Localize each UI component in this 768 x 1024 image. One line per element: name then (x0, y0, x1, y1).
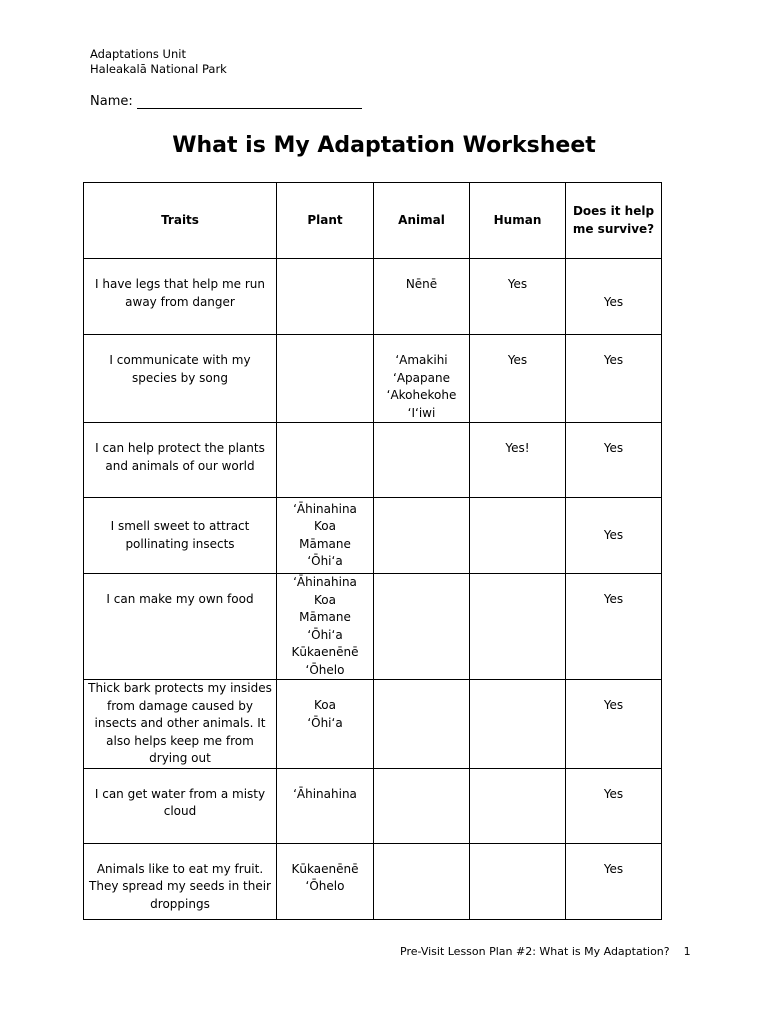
trait-cell: Animals like to eat my fruit. They spread my seeds in their droppings (84, 843, 277, 919)
table-row (84, 259, 662, 335)
animal-cell[interactable] (374, 423, 470, 498)
plant-name: Koa (314, 698, 336, 712)
page-footer (400, 945, 691, 958)
plant-name: Māmane (299, 610, 351, 624)
human-cell[interactable] (470, 843, 566, 919)
plant-cell[interactable] (277, 843, 374, 919)
plant-name: ʻŌhiʻa (307, 715, 343, 730)
name-field[interactable] (90, 94, 362, 109)
plant-name: Kūkaenēnē (291, 645, 359, 659)
plant-cell[interactable] (277, 335, 374, 423)
trait-cell: I smell sweet to attract pollinating insects (84, 498, 277, 574)
column-header-survive (566, 183, 662, 259)
plant-name: ʻŌhelo (305, 662, 345, 677)
plant-cell[interactable] (277, 423, 374, 498)
park-name: Haleakalā National Park (90, 62, 227, 76)
plant-name: Kūkaenēnē (291, 861, 359, 876)
human-cell[interactable] (470, 768, 566, 843)
animal-cell[interactable] (374, 574, 470, 680)
survive-cell[interactable]: Yes (566, 574, 662, 680)
animal-name: ʻApapane (393, 370, 450, 385)
adaptation-table (83, 182, 662, 920)
animal-cell[interactable] (374, 498, 470, 574)
table-row (84, 498, 662, 574)
animal-cell[interactable] (374, 335, 470, 423)
document-header (90, 47, 227, 77)
table-row (84, 680, 662, 769)
table-row (84, 423, 662, 498)
plant-cell[interactable] (277, 498, 374, 574)
survive-cell[interactable]: Yes (566, 259, 662, 335)
trait-cell: I can make my own food (84, 574, 277, 680)
plant-cell[interactable] (277, 259, 374, 335)
plant-name: ʻĀhinahina (293, 575, 357, 589)
human-cell[interactable]: Yes (470, 259, 566, 335)
page-title: What is My Adaptation Worksheet (172, 133, 596, 158)
animal-cell[interactable] (374, 768, 470, 843)
animal-name: Nēnē (405, 277, 438, 291)
plant-name: ʻĀhinahina (293, 786, 357, 801)
plant-name: Māmane (299, 536, 351, 551)
survive-cell[interactable]: Yes (566, 680, 662, 769)
trait-cell: I can get water from a misty cloud (84, 768, 277, 843)
trait-cell: I communicate with my species by song (84, 335, 277, 423)
plant-cell[interactable] (277, 574, 374, 680)
survive-cell[interactable]: Yes (566, 423, 662, 498)
plant-name: ʻĀhinahina (293, 501, 357, 516)
plant-name: ʻŌhiʻa (307, 627, 343, 642)
table-header-row (84, 183, 662, 259)
name-label: Name: (90, 94, 133, 109)
survive-cell[interactable]: Yes (566, 498, 662, 574)
plant-name: ʻŌhelo (305, 879, 345, 893)
column-header-animal: Animal (374, 183, 470, 259)
table-row (84, 335, 662, 423)
plant-cell[interactable] (277, 680, 374, 769)
column-header-traits: Traits (84, 183, 277, 259)
animal-cell[interactable] (374, 680, 470, 769)
human-cell[interactable]: Yes (470, 335, 566, 423)
name-blank-line[interactable] (137, 94, 362, 109)
survive-cell[interactable]: Yes (566, 335, 662, 423)
animal-cell[interactable] (374, 843, 470, 919)
table-row (84, 574, 662, 680)
table-row (84, 768, 662, 843)
footer-text: Pre-Visit Lesson Plan #2: What is My Adaptation? (400, 945, 670, 958)
animal-cell[interactable] (374, 259, 470, 335)
animal-name: ʻAmakihi (395, 353, 448, 367)
unit-title: Adaptations Unit (90, 47, 186, 61)
animal-name: ʻIʻiwi (407, 405, 436, 420)
table-row (84, 843, 662, 919)
animal-name: ʻAkohekohe (386, 388, 457, 402)
human-cell[interactable] (470, 680, 566, 769)
plant-name: Koa (314, 592, 336, 607)
survive-cell[interactable]: Yes (566, 843, 662, 919)
page-number: 1 (683, 945, 691, 958)
human-cell[interactable] (470, 574, 566, 680)
survive-cell[interactable]: Yes (566, 768, 662, 843)
trait-cell: I can help protect the plants and animals of our world (84, 423, 277, 498)
plant-name: Koa (314, 519, 336, 533)
human-cell[interactable]: Yes! (470, 423, 566, 498)
trait-cell: Thick bark protects my insides from damage caused by insects and other animals. It also helps keep me from drying out (84, 680, 277, 769)
trait-cell: I have legs that help me run away from danger (84, 259, 277, 335)
plant-name: ʻŌhiʻa (307, 554, 343, 568)
column-header-human: Human (470, 183, 566, 259)
human-cell[interactable] (470, 498, 566, 574)
column-header-survive-text: Does it help me survive? (572, 204, 655, 236)
column-header-plant: Plant (277, 183, 374, 259)
plant-cell[interactable] (277, 768, 374, 843)
